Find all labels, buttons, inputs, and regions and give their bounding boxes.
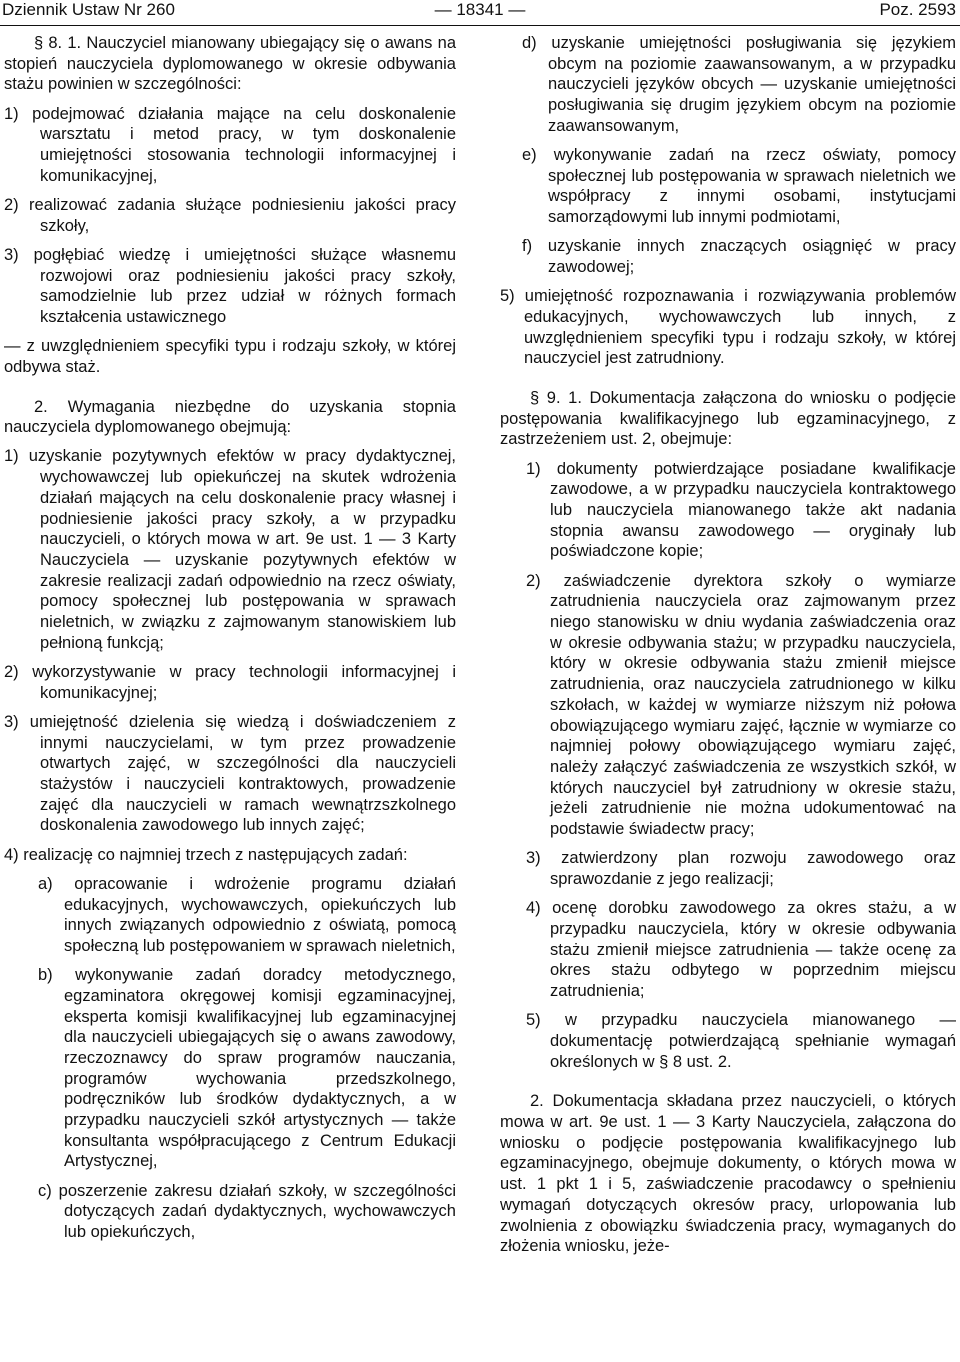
list-item: 2) zaświadczenie dyrektora szkoły o wymiarze zatrudnienia nauczyciela oraz zajmowanym przez niego stanowisku w dniu wydania zaświadczenia oraz w okresie odbywania stażu; w przypadku nauczyciela, który w okresie odbywania stażu zmienił miejsce zatrudnienia, oraz nauczyciela zatrudnionego w kilku szkołach, w każdej w wymiarze niższym niż połowa obowiązującego wymiaru zajęć, łącznie w wymiarze co najmniej połowy obowiązującego wymiaru zajęć, należy załączyć zaświadczenia ze wszystkich szkół, w których nauczyciel był zatrudniony w okresie stażu, jeżeli zatrudnienie nie można udokumentować na podstawie świadectw pracy; xyxy=(526,571,956,839)
list-item: 3) umiejętność dzielenia się wiedzą i doświadczeniem z innymi nauczycielami, w tym przez prowadzenie otwartych zajęć, w szczególności dla nauczycieli stażystów i nauczycieli kontraktowych, prowadzenie zajęć dla nauczycieli w ramach wewnątrzszkolnego doskonalenia zawodowego lub innych zajęć; xyxy=(4,712,456,835)
header-divider xyxy=(0,25,960,26)
list-item: 2) wykorzystywanie w pracy technologii informacyjnej i komunikacyjnej; xyxy=(4,662,456,702)
list-item: 5) w przypadku nauczyciela mianowanego — dokumentację potwierdzającą spełnianie wymagań określonych w § 8 ust. 2. xyxy=(526,1011,956,1071)
paragraph-s8-1: § 8. 1. Nauczyciel mianowany ubiegający się o awans na stopień nauczyciela dyplomowanego w okresie odbywania stażu powinien w szczególności: xyxy=(4,34,456,94)
sub-list-item: c) poszerzenie zakresu działań szkoły, w szczególności dotyczących zadań dydaktycznych, wychowawczych lub opiekuńczych, xyxy=(38,1181,456,1242)
left-column xyxy=(4,33,456,1251)
right-column xyxy=(500,33,956,1265)
list-item: 1) podejmować działania mające na celu doskonalenie warsztatu i metod pracy, w tym doskonalenie umiejętności stosowania technologii informacyjnej i komunikacyjnej, xyxy=(4,104,456,185)
sub-list-item: f) uzyskanie innych znaczących osiągnięć w pracy zawodowej; xyxy=(522,237,956,277)
list-item: 3) pogłębiać wiedzę i umiejętności służące własnemu rozwojowi oraz podniesieniu jakości pracy szkoły, samodzielnie lub przez udział w różnych formach kształcenia ustawicznego xyxy=(4,245,456,326)
page-number: — 18341 — xyxy=(434,0,526,19)
paragraph-tail: — z uwzględnieniem specyfiki typu i rodzaju szkoły, w której odbywa staż. xyxy=(4,337,456,376)
sub-list-item: a) opracowanie i wdrożenie programu działań edukacyjnych, wychowawczych, opiekuńczych lub innych związanych odpowiednio z oświatą, pomocą społeczną lub postępowaniem w sprawach nieletnich, xyxy=(38,874,456,955)
list-item: 4) ocenę dorobku zawodowego za okres stażu, a w przypadku nauczyciela, który w okresie odbywania stażu zmienił miejsce zatrudnienia — także ocenę za okres stażu odbytego w poprzednim miejscu zatrudnienia; xyxy=(526,899,956,1001)
sub-list-item: e) wykonywanie zadań na rzecz oświaty, pomocy społecznej lub postępowania w sprawach nieletnich we współpracy z innymi osobami, instytucjami samorządowymi lub innymi podmiotami, xyxy=(522,146,956,227)
journal-title: Dziennik Ustaw Nr 260 xyxy=(2,0,175,19)
list-item: 1) dokumenty potwierdzające posiadane kwalifikacje zawodowe, a w przypadku nauczyciela kontraktowego lub nauczyciela mianowanego także akt nadania stopnia awansu zawodowego — oryginały lub poświadczone kopie; xyxy=(526,459,956,561)
list-item: 1) uzyskanie pozytywnych efektów w pracy dydaktycznej, wychowawczej lub opiekuńczej na skutek wdrożenia działań mających na celu doskonalenie pracy własnej i podniesienie jakości pracy szkoły, a w przypadku nauczycieli, o których mowa w art. 9e ust. 1 — 3 Karty Nauczyciela — uzyskanie pozytywnych efektów w zakresie realizacji zadań odpowiednio na rzecz oświaty, pomocy społecznej lub postępowania w sprawach nieletnich, w związku z zajmowanym stanowiskiem lub pełnioną funkcją; xyxy=(4,447,456,652)
paragraph-s8-2: 2. Wymagania niezbędne do uzyskania stopnia nauczyciela dyplomowanego obejmują: xyxy=(4,397,456,437)
position-number: Poz. 2593 xyxy=(879,0,956,19)
sub-list-item: d) uzyskanie umiejętności posługiwania się językiem obcym na poziomie zaawansowanym, a w przypadku nauczycieli języków obcych — uzyskanie umiejętności posługiwania się drugim językiem obcym na poziomie zaawansowanym, xyxy=(522,34,956,135)
paragraph-s9-1: § 9. 1. Dokumentacja załączona do wniosku o podjęcie postępowania kwalifikacyjnego lub egzaminacyjnego, z zastrzeżeniem ust. 2, obejmuje: xyxy=(500,389,956,449)
paragraph-s9-2: 2. Dokumentacja składana przez nauczycieli, o których mowa w art. 9e ust. 1 — 3 Karty Nauczyciela, załączona do wniosku o podjęcie postępowania kwalifikacyjnego lub egzaminacyjnego, obejmuje dokumenty, o których mowa w ust. 1 pkt 1 i 5, zaświadczenie pracodawcy o spełnieniu wymagań dotyczących okresów pracy, urlopowania lub zwolnienia z obowiązku świadczenia pracy, wymaganych do złożenia wniosku, jeże- xyxy=(500,1092,956,1256)
list-item: 4) realizację co najmniej trzech z następujących zadań: xyxy=(4,845,408,864)
list-item: 3) zatwierdzony plan rozwoju zawodowego oraz sprawozdanie z jego realizacji; xyxy=(526,849,956,889)
list-item: 2) realizować zadania służące podniesieniu jakości pracy szkoły, xyxy=(4,195,456,235)
list-item: 5) umiejętność rozpoznawania i rozwiązywania problemów edukacyjnych, wychowawczych lub innych, z uwzględnieniem specyfiki typu i rodzaju szkoły, w której nauczyciel jest zatrudniony. xyxy=(500,287,956,368)
sub-list-item: b) wykonywanie zadań doradcy metodycznego, egzaminatora okręgowej komisji egzaminacyjnej, eksperta komisji kwalifikacyjnej lub egzaminacyjnej dla nauczycieli ubiegających się o awans zawodowy, rzeczoznawcy do spraw programów nauczania, programów wychowania przedszkolnego, podręczników lub środków dydaktycznych, a w przypadku nauczycieli szkół artystycznych — także konsultanta współpracującego z Centrum Edukacji Artystycznej, xyxy=(38,966,456,1171)
page-header xyxy=(0,0,960,24)
